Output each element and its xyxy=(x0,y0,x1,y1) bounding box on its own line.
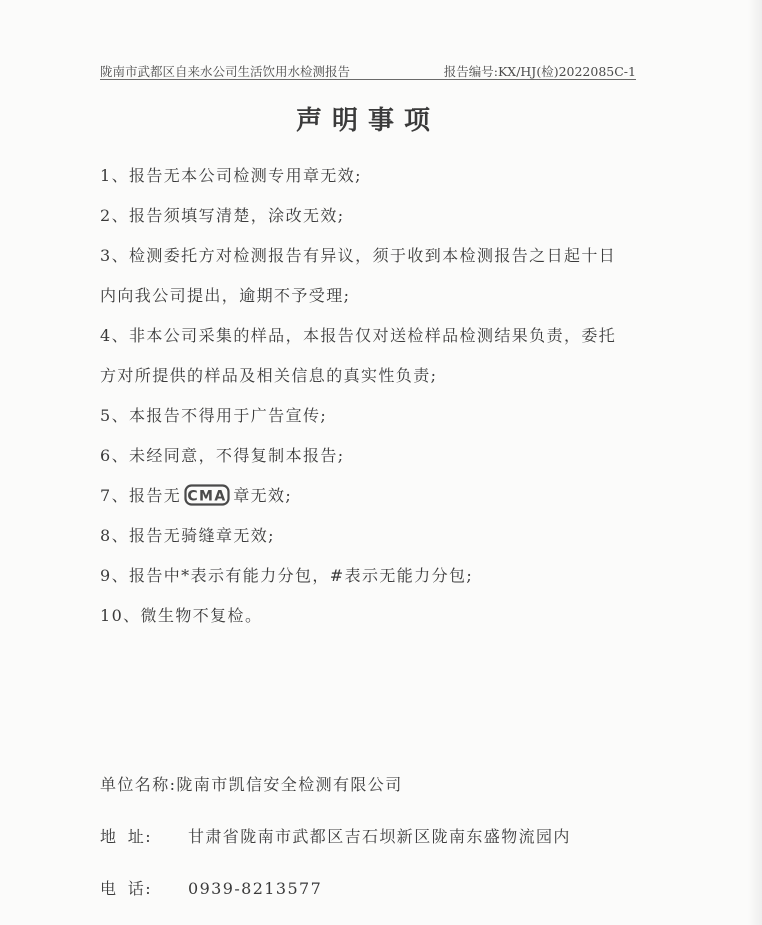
cma-logo-icon xyxy=(184,484,230,506)
report-header-title: 陇南市武都区自来水公司生活饮用水检测报告 xyxy=(100,64,351,79)
contact-unit xyxy=(100,772,700,795)
phone-label-part2: 话: xyxy=(127,879,152,898)
statement-item-8: 8、报告无骑缝章无效; xyxy=(100,526,275,545)
address-label-part1: 地 xyxy=(100,827,118,846)
statement-item-2: 2、报告须填写清楚，涂改无效; xyxy=(100,206,345,225)
address-label-part2: 址: xyxy=(127,827,152,846)
contact-address xyxy=(100,824,700,847)
statement-list xyxy=(100,156,645,636)
phone-label xyxy=(100,876,152,899)
statement-item-7-suffix: 章无效; xyxy=(233,486,293,505)
phone-value: 0939-8213577 xyxy=(188,879,323,898)
statement-item-4-cont: 方对所提供的样品及相关信息的真实性负责; xyxy=(100,366,438,385)
statement-item-3: 3、检测委托方对检测报告有异议，须于收到本检测报告之日起十日 xyxy=(100,246,617,265)
unit-label: 单位名称: xyxy=(100,775,177,794)
address-value: 甘肃省陇南市武都区吉石坝新区陇南东盛物流园内 xyxy=(188,827,571,846)
statement-item-5: 5、本报告不得用于广告宣传; xyxy=(100,406,328,425)
statement-item-4: 4、非本公司采集的样品，本报告仅对送检样品检测结果负责，委托 xyxy=(100,326,617,345)
cma-logo-text: CMA xyxy=(187,488,227,504)
address-label xyxy=(100,824,152,847)
statement-item-7 xyxy=(100,476,645,516)
statement-item-9: 9、报告中*表示有能力分包，#表示无能力分包; xyxy=(100,566,474,585)
contact-phone xyxy=(100,876,700,899)
scan-edge-shadow xyxy=(748,0,762,925)
statement-item-3-cont: 内向我公司提出，逾期不予受理; xyxy=(100,286,351,305)
report-number: 报告编号:KX/HJ(检)2022085C-1 xyxy=(443,64,636,79)
statement-item-10: 10、微生物不复检。 xyxy=(100,606,263,625)
unit-value: 陇南市凯信安全检测有限公司 xyxy=(176,775,403,794)
header-divider xyxy=(100,79,636,80)
phone-label-part1: 电 xyxy=(100,879,118,898)
page-title: 声明事项 xyxy=(295,106,440,136)
statement-item-1: 1、报告无本公司检测专用章无效; xyxy=(100,166,362,185)
statement-item-7-prefix: 7、报告无 xyxy=(100,486,182,505)
statement-item-6: 6、未经同意，不得复制本报告; xyxy=(100,446,345,465)
